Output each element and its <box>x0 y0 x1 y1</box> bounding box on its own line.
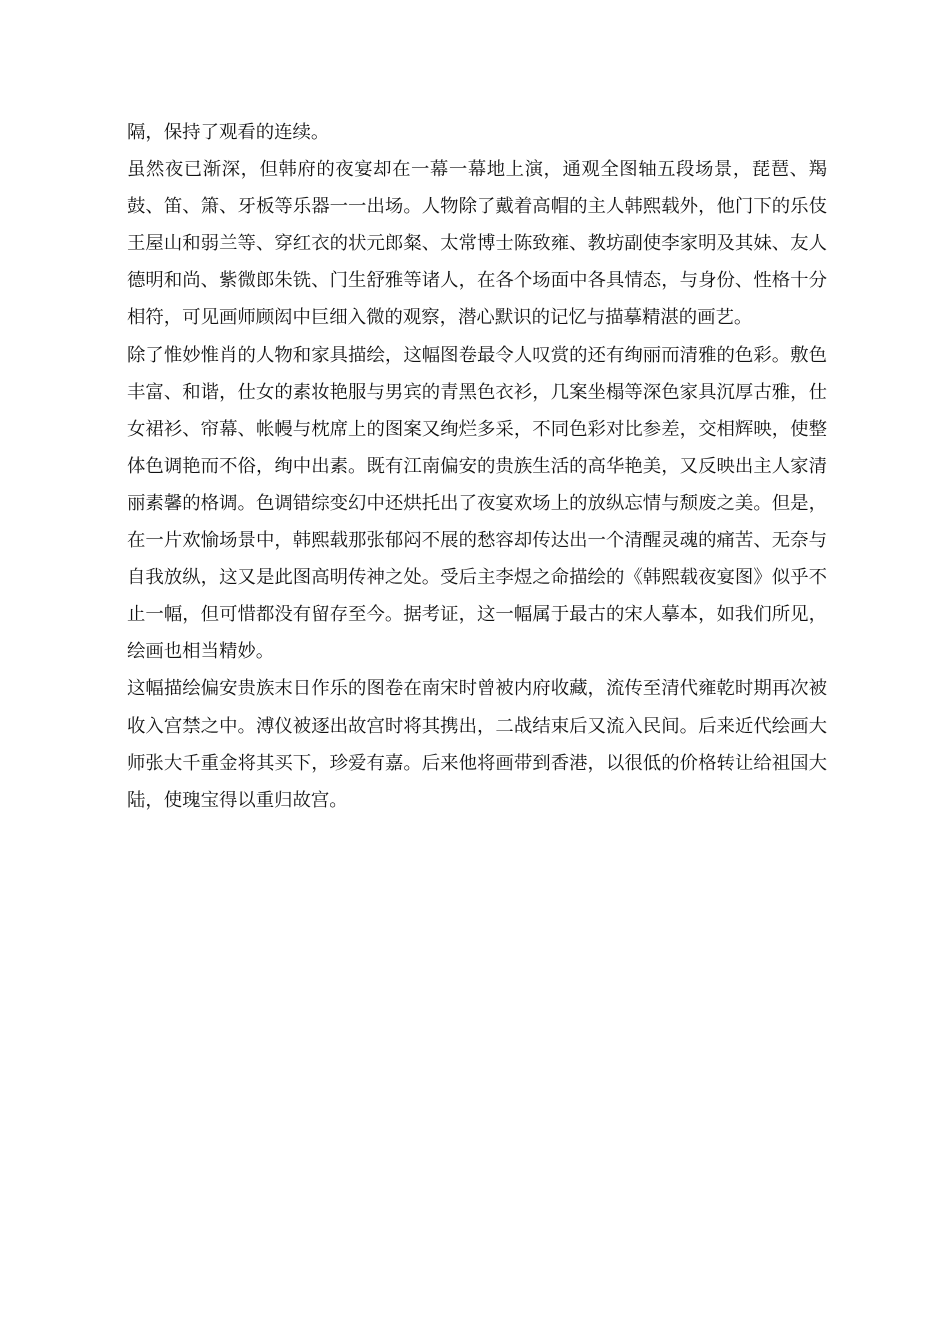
paragraph-banquet-scenes: 虽然夜已渐深，但韩府的夜宴却在一幕一幕地上演，通观全图轴五段场景，琵琶、羯鼓、笛、箫、牙板等乐器一一出场。人物除了戴着高帽的主人韩熙载外，他门下的乐伎王屋山和弱兰等、穿红衣的状元郎粲、太常博士陈致雍、教坊副使李家明及其妹、友人德明和尚、紫微郎朱铣、门生舒雅等诸人，在各个场面中各具情态，与身份、性格十分相符，可见画师顾闳中巨细入微的观察，潜心默识的记忆与描摹精湛的画艺。 <box>127 159 827 329</box>
paragraph-provenance: 这幅描绘偏安贵族末日作乐的图卷在南宋时曾被内府收藏，流传至清代雍乾时期再次被收入宫禁之中。溥仪被逐出故宫时将其携出，二战结束后又流入民间。后来近代绘画大师张大千重金将其买下，珍爱有嘉。后来他将画带到香港，以很低的价格转让给祖国大陆，使瑰宝得以重归故宫。 <box>127 678 827 811</box>
document-body <box>127 114 827 819</box>
paragraph-colors: 除了惟妙惟肖的人物和家具描绘，这幅图卷最令人叹赏的还有绚丽而清雅的色彩。敷色丰富、和谐，仕女的素妆艳服与男宾的青黑色衣衫，几案坐榻等深色家具沉厚古雅，仕女裙衫、帘幕、帐幔与枕席上的图案又绚烂多采，不同色彩对比参差，交相辉映，使整体色调艳而不俗，绚中出素。既有江南偏安的贵族生活的高华艳美，又反映出主人家清丽素馨的格调。色调错综变幻中还烘托出了夜宴欢场上的放纵忘情与颓废之美。但是，在一片欢愉场景中，韩熙载那张郁闷不展的愁容却传达出一个清醒灵魂的痛苦、无奈与自我放纵，这又是此图高明传神之处。受后主李煜之命描绘的《韩熙载夜宴图》似乎不止一幅，但可惜都没有留存至今。据考证，这一幅属于最古的宋人摹本，如我们所见，绘画也相当精妙。 <box>127 344 827 663</box>
paragraph-continuation: 隔，保持了观看的连续。 <box>127 122 330 143</box>
